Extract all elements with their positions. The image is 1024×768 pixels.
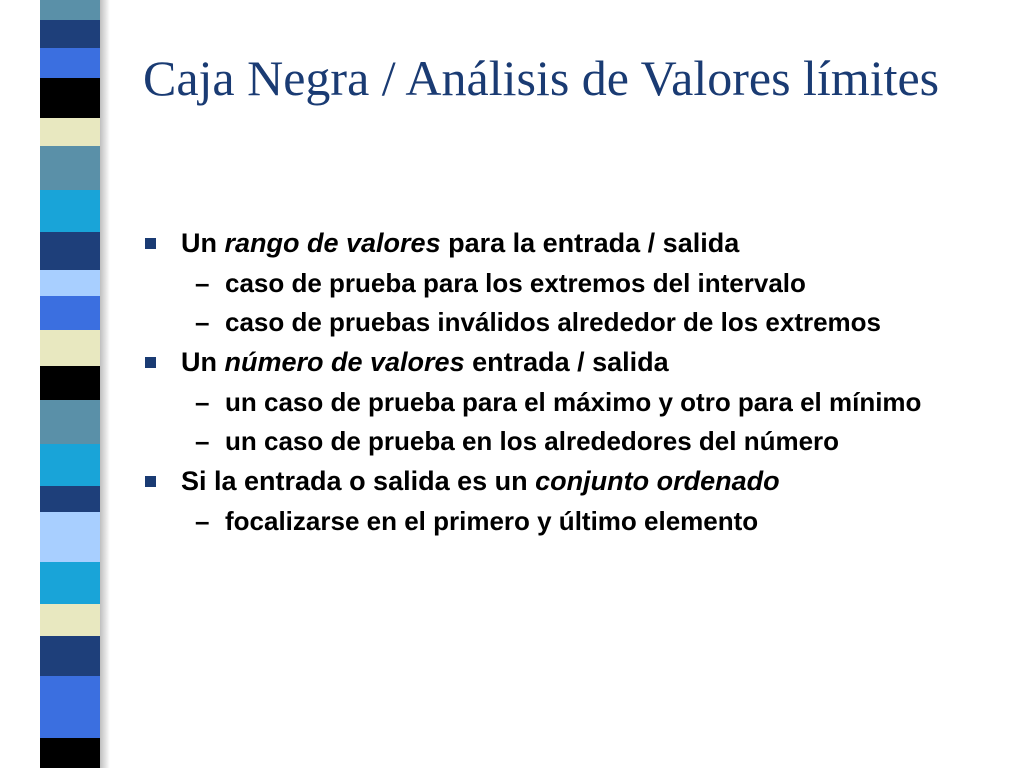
stripe-segment (40, 232, 100, 270)
stripe-segment (40, 738, 100, 768)
bullet-text-pre: Si la entrada o salida es un (181, 466, 536, 496)
bullet-text-emphasis: rango de valores (224, 228, 441, 258)
stripe-segment (40, 604, 100, 636)
sub-bullet-item (145, 267, 1005, 299)
bullet-list (145, 226, 1005, 544)
stripe-segment (40, 330, 100, 366)
stripe-segment (40, 366, 100, 400)
sub-bullet-item (145, 505, 1005, 537)
sub-bullet-text: focalizarse en el primero y último elemento (225, 506, 759, 536)
bullet-text-pre: Un (181, 347, 225, 377)
sub-bullet-item (145, 386, 1005, 418)
stripe-segment (40, 78, 100, 118)
stripe-shadow (100, 0, 110, 768)
stripe-segment (40, 636, 100, 676)
stripe-segment (40, 512, 100, 562)
stripe-segment (40, 0, 100, 20)
sub-bullet-text: caso de pruebas inválidos alrededor de los extremos (225, 307, 882, 337)
bullet-item (145, 345, 1005, 379)
stripe-segment (40, 270, 100, 296)
stripe-segment (40, 486, 100, 512)
stripe-segment (40, 400, 100, 444)
sub-bullet-text: un caso de prueba en los alrededores del número (225, 426, 840, 456)
dash-bullet-icon: – (195, 506, 210, 536)
stripe-segment (40, 562, 100, 604)
sub-bullet-text: un caso de prueba para el máximo y otro para el mínimo (225, 387, 922, 417)
square-bullet-icon (145, 238, 156, 249)
sub-bullet-item (145, 425, 1005, 457)
dash-bullet-icon: – (195, 426, 210, 456)
bullet-text-post: para la entrada / salida (440, 228, 740, 258)
stripe-segment (40, 118, 100, 146)
stripe-segment (40, 146, 100, 190)
square-bullet-icon (145, 357, 156, 368)
decorative-stripe (40, 0, 100, 768)
stripe-segment (40, 676, 100, 738)
slide-title: Caja Negra / Análisis de Valores límites (143, 50, 940, 106)
stripe-segment (40, 190, 100, 232)
bullet-item (145, 464, 1005, 498)
square-bullet-icon (145, 476, 156, 487)
bullet-item (145, 226, 1005, 260)
dash-bullet-icon: – (195, 387, 210, 417)
sub-bullet-text: caso de prueba para los extremos del intervalo (225, 268, 806, 298)
dash-bullet-icon: – (195, 307, 210, 337)
sub-bullet-item (145, 306, 1005, 338)
stripe-segment (40, 296, 100, 330)
bullet-text-emphasis: conjunto ordenado (535, 466, 780, 496)
dash-bullet-icon: – (195, 268, 210, 298)
bullet-text-post: entrada / salida (464, 347, 669, 377)
stripe-segment (40, 48, 100, 78)
stripe-segment (40, 20, 100, 48)
bullet-text-emphasis: número de valores (224, 347, 465, 377)
bullet-text-pre: Un (181, 228, 225, 258)
stripe-segment (40, 444, 100, 486)
